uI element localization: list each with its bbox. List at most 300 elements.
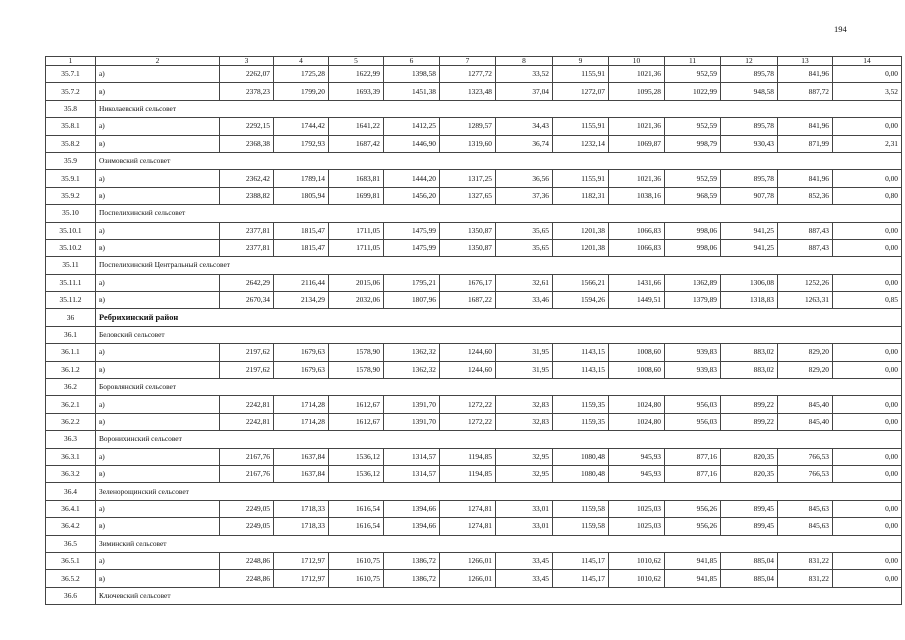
column-header: 3 bbox=[220, 57, 274, 66]
column-header: 11 bbox=[665, 57, 721, 66]
value-cell: 1025,03 bbox=[609, 518, 665, 535]
value-cell: 1718,33 bbox=[274, 500, 329, 517]
table-row bbox=[46, 396, 902, 413]
value-cell: 1021,36 bbox=[609, 118, 665, 135]
district-row bbox=[46, 309, 902, 326]
value-cell: 1475,99 bbox=[384, 239, 440, 256]
row-code: 36.5 bbox=[46, 535, 96, 552]
column-header: 1 bbox=[46, 57, 96, 66]
value-cell: 841,96 bbox=[778, 170, 833, 187]
value-cell: 1398,58 bbox=[384, 66, 440, 83]
value-cell: 1272,07 bbox=[553, 83, 609, 100]
value-cell: 1612,67 bbox=[329, 413, 384, 430]
value-cell: 2249,05 bbox=[220, 500, 274, 517]
section-row bbox=[46, 379, 902, 396]
value-cell: 1712,97 bbox=[274, 552, 329, 569]
value-cell: 2032,06 bbox=[329, 292, 384, 309]
row-variant: а) bbox=[96, 222, 220, 239]
value-cell: 1182,31 bbox=[553, 187, 609, 204]
row-variant: в) bbox=[96, 187, 220, 204]
column-header: 2 bbox=[96, 57, 220, 66]
section-row bbox=[46, 152, 902, 169]
value-cell: 1394,66 bbox=[384, 500, 440, 517]
value-cell: 939,83 bbox=[665, 361, 721, 378]
value-cell: 2248,86 bbox=[220, 552, 274, 569]
row-variant: в) bbox=[96, 83, 220, 100]
row-code: 36.1.1 bbox=[46, 344, 96, 361]
value-cell: 1805,94 bbox=[274, 187, 329, 204]
row-code: 36.4 bbox=[46, 483, 96, 500]
value-cell: 32,95 bbox=[496, 465, 553, 482]
value-cell: 1080,48 bbox=[553, 448, 609, 465]
table-row bbox=[46, 292, 902, 309]
section-name: Воронихинский сельсовет bbox=[96, 431, 902, 448]
value-cell: 1069,87 bbox=[609, 135, 665, 152]
table-row bbox=[46, 448, 902, 465]
table-row bbox=[46, 518, 902, 535]
value-cell: 1350,87 bbox=[440, 239, 496, 256]
value-cell: 1155,91 bbox=[553, 170, 609, 187]
value-cell: 887,72 bbox=[778, 83, 833, 100]
value-cell: 877,16 bbox=[665, 448, 721, 465]
value-cell: 0,00 bbox=[833, 344, 902, 361]
value-cell: 33,01 bbox=[496, 518, 553, 535]
value-cell: 1143,15 bbox=[553, 361, 609, 378]
section-name: Зеленорощинский сельсовет bbox=[96, 483, 902, 500]
value-cell: 1201,38 bbox=[553, 239, 609, 256]
value-cell: 887,43 bbox=[778, 239, 833, 256]
column-header: 5 bbox=[329, 57, 384, 66]
section-row bbox=[46, 205, 902, 222]
row-code: 36.5.1 bbox=[46, 552, 96, 569]
value-cell: 895,78 bbox=[721, 170, 778, 187]
value-cell: 1391,70 bbox=[384, 413, 440, 430]
district-name: Ребрихинский район bbox=[96, 309, 902, 326]
value-cell: 1446,90 bbox=[384, 135, 440, 152]
value-cell: 1718,33 bbox=[274, 518, 329, 535]
value-cell: 1252,26 bbox=[778, 274, 833, 291]
value-cell: 1143,15 bbox=[553, 344, 609, 361]
value-cell: 1637,84 bbox=[274, 465, 329, 482]
table-row bbox=[46, 361, 902, 378]
value-cell: 907,78 bbox=[721, 187, 778, 204]
section-name: Боровлянский сельсовет bbox=[96, 379, 902, 396]
value-cell: 2242,81 bbox=[220, 396, 274, 413]
section-row bbox=[46, 535, 902, 552]
value-cell: 1314,57 bbox=[384, 465, 440, 482]
table-row bbox=[46, 222, 902, 239]
table-row bbox=[46, 274, 902, 291]
value-cell: 1038,16 bbox=[609, 187, 665, 204]
value-cell: 1714,28 bbox=[274, 396, 329, 413]
value-cell: 941,85 bbox=[665, 570, 721, 587]
value-cell: 956,26 bbox=[665, 518, 721, 535]
value-cell: 1789,14 bbox=[274, 170, 329, 187]
row-code: 35.8 bbox=[46, 100, 96, 117]
value-cell: 1449,51 bbox=[609, 292, 665, 309]
section-name: Николаевский сельсовет bbox=[96, 100, 902, 117]
value-cell: 1807,96 bbox=[384, 292, 440, 309]
value-cell: 1699,81 bbox=[329, 187, 384, 204]
value-cell: 2670,34 bbox=[220, 292, 274, 309]
row-variant: а) bbox=[96, 448, 220, 465]
section-row bbox=[46, 431, 902, 448]
value-cell: 1350,87 bbox=[440, 222, 496, 239]
row-code: 35.10.2 bbox=[46, 239, 96, 256]
value-cell: 883,02 bbox=[721, 344, 778, 361]
row-code: 36.2 bbox=[46, 379, 96, 396]
value-cell: 820,35 bbox=[721, 448, 778, 465]
value-cell: 2134,29 bbox=[274, 292, 329, 309]
value-cell: 899,45 bbox=[721, 500, 778, 517]
value-cell: 1578,90 bbox=[329, 361, 384, 378]
row-code: 35.8.1 bbox=[46, 118, 96, 135]
value-cell: 2116,44 bbox=[274, 274, 329, 291]
row-variant: а) bbox=[96, 552, 220, 569]
value-cell: 35,65 bbox=[496, 222, 553, 239]
value-cell: 895,78 bbox=[721, 66, 778, 83]
value-cell: 952,59 bbox=[665, 66, 721, 83]
value-cell: 1145,17 bbox=[553, 552, 609, 569]
value-cell: 1412,25 bbox=[384, 118, 440, 135]
section-row bbox=[46, 326, 902, 343]
value-cell: 841,96 bbox=[778, 66, 833, 83]
value-cell: 895,78 bbox=[721, 118, 778, 135]
value-cell: 1679,63 bbox=[274, 344, 329, 361]
value-cell: 0,00 bbox=[833, 552, 902, 569]
row-code: 36.4.2 bbox=[46, 518, 96, 535]
section-row bbox=[46, 257, 902, 274]
table-row bbox=[46, 465, 902, 482]
value-cell: 941,25 bbox=[721, 222, 778, 239]
value-cell: 939,83 bbox=[665, 344, 721, 361]
value-cell: 871,99 bbox=[778, 135, 833, 152]
value-cell: 0,00 bbox=[833, 396, 902, 413]
value-cell: 1008,60 bbox=[609, 344, 665, 361]
page-number: 194 bbox=[834, 24, 847, 34]
table-row bbox=[46, 344, 902, 361]
value-cell: 2642,29 bbox=[220, 274, 274, 291]
row-code: 35.10 bbox=[46, 205, 96, 222]
table-row bbox=[46, 66, 902, 83]
table-row bbox=[46, 552, 902, 569]
value-cell: 0,00 bbox=[833, 448, 902, 465]
value-cell: 2388,82 bbox=[220, 187, 274, 204]
value-cell: 36,56 bbox=[496, 170, 553, 187]
value-cell: 1266,01 bbox=[440, 570, 496, 587]
value-cell: 1319,60 bbox=[440, 135, 496, 152]
value-cell: 1676,17 bbox=[440, 274, 496, 291]
value-cell: 945,93 bbox=[609, 448, 665, 465]
value-cell: 1475,99 bbox=[384, 222, 440, 239]
value-cell: 1155,91 bbox=[553, 66, 609, 83]
value-cell: 1687,22 bbox=[440, 292, 496, 309]
value-cell: 2378,23 bbox=[220, 83, 274, 100]
value-cell: 32,61 bbox=[496, 274, 553, 291]
value-cell: 1155,91 bbox=[553, 118, 609, 135]
value-cell: 1616,54 bbox=[329, 500, 384, 517]
value-cell: 852,36 bbox=[778, 187, 833, 204]
section-name: Беловский сельсовет bbox=[96, 326, 902, 343]
value-cell: 899,22 bbox=[721, 413, 778, 430]
value-cell: 968,59 bbox=[665, 187, 721, 204]
value-cell: 831,22 bbox=[778, 570, 833, 587]
value-cell: 35,65 bbox=[496, 239, 553, 256]
column-numbers-row bbox=[46, 57, 902, 66]
value-cell: 1317,25 bbox=[440, 170, 496, 187]
value-cell: 998,06 bbox=[665, 239, 721, 256]
value-cell: 2197,62 bbox=[220, 344, 274, 361]
value-cell: 1637,84 bbox=[274, 448, 329, 465]
value-cell: 1815,47 bbox=[274, 239, 329, 256]
row-variant: в) bbox=[96, 465, 220, 482]
value-cell: 877,16 bbox=[665, 465, 721, 482]
value-cell: 1536,12 bbox=[329, 448, 384, 465]
value-cell: 1815,47 bbox=[274, 222, 329, 239]
value-cell: 1021,36 bbox=[609, 170, 665, 187]
value-cell: 1641,22 bbox=[329, 118, 384, 135]
value-cell: 1712,97 bbox=[274, 570, 329, 587]
row-code: 35.11.2 bbox=[46, 292, 96, 309]
row-code: 36.1.2 bbox=[46, 361, 96, 378]
row-variant: в) bbox=[96, 518, 220, 535]
value-cell: 1080,48 bbox=[553, 465, 609, 482]
value-cell: 829,20 bbox=[778, 344, 833, 361]
value-cell: 1711,05 bbox=[329, 222, 384, 239]
value-cell: 1362,32 bbox=[384, 361, 440, 378]
value-cell: 885,04 bbox=[721, 552, 778, 569]
column-header: 6 bbox=[384, 57, 440, 66]
table-body bbox=[46, 57, 902, 605]
value-cell: 1194,85 bbox=[440, 465, 496, 482]
value-cell: 1323,48 bbox=[440, 83, 496, 100]
row-code: 35.7.1 bbox=[46, 66, 96, 83]
value-cell: 956,03 bbox=[665, 413, 721, 430]
value-cell: 1066,83 bbox=[609, 239, 665, 256]
value-cell: 1266,01 bbox=[440, 552, 496, 569]
value-cell: 1274,81 bbox=[440, 518, 496, 535]
tariff-table bbox=[45, 56, 902, 605]
table-row bbox=[46, 500, 902, 517]
table-row bbox=[46, 83, 902, 100]
value-cell: 1024,80 bbox=[609, 413, 665, 430]
value-cell: 1391,70 bbox=[384, 396, 440, 413]
value-cell: 1272,22 bbox=[440, 396, 496, 413]
value-cell: 2197,62 bbox=[220, 361, 274, 378]
row-code: 35.8.2 bbox=[46, 135, 96, 152]
section-name: Зиминский сельсовет bbox=[96, 535, 902, 552]
row-variant: а) bbox=[96, 170, 220, 187]
value-cell: 845,40 bbox=[778, 396, 833, 413]
value-cell: 2368,38 bbox=[220, 135, 274, 152]
value-cell: 0,00 bbox=[833, 413, 902, 430]
value-cell: 766,53 bbox=[778, 448, 833, 465]
value-cell: 34,43 bbox=[496, 118, 553, 135]
value-cell: 1010,62 bbox=[609, 552, 665, 569]
value-cell: 1159,58 bbox=[553, 518, 609, 535]
column-header: 7 bbox=[440, 57, 496, 66]
value-cell: 0,00 bbox=[833, 500, 902, 517]
row-variant: в) bbox=[96, 239, 220, 256]
value-cell: 1244,60 bbox=[440, 361, 496, 378]
value-cell: 2167,76 bbox=[220, 465, 274, 482]
value-cell: 0,00 bbox=[833, 465, 902, 482]
value-cell: 1159,35 bbox=[553, 413, 609, 430]
section-name: Озимовский сельсовет bbox=[96, 152, 902, 169]
value-cell: 1201,38 bbox=[553, 222, 609, 239]
value-cell: 1008,60 bbox=[609, 361, 665, 378]
value-cell: 1362,32 bbox=[384, 344, 440, 361]
row-code: 36.3.1 bbox=[46, 448, 96, 465]
value-cell: 1594,26 bbox=[553, 292, 609, 309]
value-cell: 1578,90 bbox=[329, 344, 384, 361]
value-cell: 1010,62 bbox=[609, 570, 665, 587]
value-cell: 899,22 bbox=[721, 396, 778, 413]
value-cell: 2262,07 bbox=[220, 66, 274, 83]
table-row bbox=[46, 187, 902, 204]
value-cell: 930,43 bbox=[721, 135, 778, 152]
row-code: 35.10.1 bbox=[46, 222, 96, 239]
row-code: 36.5.2 bbox=[46, 570, 96, 587]
value-cell: 1021,36 bbox=[609, 66, 665, 83]
value-cell: 2167,76 bbox=[220, 448, 274, 465]
table-row bbox=[46, 170, 902, 187]
value-cell: 0,00 bbox=[833, 361, 902, 378]
row-variant: в) bbox=[96, 413, 220, 430]
value-cell: 829,20 bbox=[778, 361, 833, 378]
value-cell: 941,25 bbox=[721, 239, 778, 256]
value-cell: 1693,39 bbox=[329, 83, 384, 100]
value-cell: 1536,12 bbox=[329, 465, 384, 482]
table-row bbox=[46, 135, 902, 152]
value-cell: 887,43 bbox=[778, 222, 833, 239]
row-code: 36.2.2 bbox=[46, 413, 96, 430]
value-cell: 1306,08 bbox=[721, 274, 778, 291]
value-cell: 0,80 bbox=[833, 187, 902, 204]
value-cell: 33,46 bbox=[496, 292, 553, 309]
value-cell: 1444,20 bbox=[384, 170, 440, 187]
table-row bbox=[46, 570, 902, 587]
table-row bbox=[46, 118, 902, 135]
value-cell: 33,45 bbox=[496, 570, 553, 587]
row-variant: а) bbox=[96, 500, 220, 517]
value-cell: 831,22 bbox=[778, 552, 833, 569]
row-variant: а) bbox=[96, 66, 220, 83]
value-cell: 948,58 bbox=[721, 83, 778, 100]
value-cell: 1314,57 bbox=[384, 448, 440, 465]
table-row bbox=[46, 413, 902, 430]
row-variant: а) bbox=[96, 118, 220, 135]
value-cell: 31,95 bbox=[496, 361, 553, 378]
value-cell: 1145,17 bbox=[553, 570, 609, 587]
value-cell: 883,02 bbox=[721, 361, 778, 378]
row-code: 35.9.1 bbox=[46, 170, 96, 187]
value-cell: 945,93 bbox=[609, 465, 665, 482]
value-cell: 1386,72 bbox=[384, 570, 440, 587]
row-code: 35.9.2 bbox=[46, 187, 96, 204]
value-cell: 1244,60 bbox=[440, 344, 496, 361]
table-row bbox=[46, 239, 902, 256]
value-cell: 1679,63 bbox=[274, 361, 329, 378]
value-cell: 952,59 bbox=[665, 170, 721, 187]
value-cell: 1394,66 bbox=[384, 518, 440, 535]
value-cell: 956,03 bbox=[665, 396, 721, 413]
section-name: Поспелихинский сельсовет bbox=[96, 205, 902, 222]
row-variant: в) bbox=[96, 361, 220, 378]
row-variant: а) bbox=[96, 274, 220, 291]
value-cell: 1159,58 bbox=[553, 500, 609, 517]
section-name: Поспелихинский Центральный сельсовет bbox=[96, 257, 902, 274]
row-variant: а) bbox=[96, 344, 220, 361]
value-cell: 2248,86 bbox=[220, 570, 274, 587]
value-cell: 1799,20 bbox=[274, 83, 329, 100]
column-header: 12 bbox=[721, 57, 778, 66]
row-variant: а) bbox=[96, 396, 220, 413]
value-cell: 1024,80 bbox=[609, 396, 665, 413]
row-code: 36.6 bbox=[46, 587, 96, 604]
value-cell: 1194,85 bbox=[440, 448, 496, 465]
value-cell: 0,00 bbox=[833, 274, 902, 291]
column-header: 13 bbox=[778, 57, 833, 66]
value-cell: 2292,15 bbox=[220, 118, 274, 135]
value-cell: 1289,57 bbox=[440, 118, 496, 135]
value-cell: 1792,93 bbox=[274, 135, 329, 152]
value-cell: 32,83 bbox=[496, 396, 553, 413]
value-cell: 0,00 bbox=[833, 118, 902, 135]
section-row bbox=[46, 587, 902, 604]
value-cell: 1327,65 bbox=[440, 187, 496, 204]
row-code: 35.9 bbox=[46, 152, 96, 169]
row-code: 35.11 bbox=[46, 257, 96, 274]
value-cell: 1566,21 bbox=[553, 274, 609, 291]
value-cell: 1610,75 bbox=[329, 552, 384, 569]
value-cell: 1612,67 bbox=[329, 396, 384, 413]
value-cell: 2242,81 bbox=[220, 413, 274, 430]
value-cell: 1386,72 bbox=[384, 552, 440, 569]
value-cell: 841,96 bbox=[778, 118, 833, 135]
value-cell: 845,40 bbox=[778, 413, 833, 430]
value-cell: 0,85 bbox=[833, 292, 902, 309]
value-cell: 1379,89 bbox=[665, 292, 721, 309]
row-code: 36.1 bbox=[46, 326, 96, 343]
value-cell: 31,95 bbox=[496, 344, 553, 361]
value-cell: 0,00 bbox=[833, 222, 902, 239]
value-cell: 33,52 bbox=[496, 66, 553, 83]
column-header: 9 bbox=[553, 57, 609, 66]
value-cell: 32,95 bbox=[496, 448, 553, 465]
value-cell: 766,53 bbox=[778, 465, 833, 482]
value-cell: 899,45 bbox=[721, 518, 778, 535]
value-cell: 2015,06 bbox=[329, 274, 384, 291]
value-cell: 1066,83 bbox=[609, 222, 665, 239]
value-cell: 1610,75 bbox=[329, 570, 384, 587]
value-cell: 1022,99 bbox=[665, 83, 721, 100]
value-cell: 2377,81 bbox=[220, 239, 274, 256]
value-cell: 845,63 bbox=[778, 500, 833, 517]
value-cell: 0,00 bbox=[833, 66, 902, 83]
value-cell: 37,04 bbox=[496, 83, 553, 100]
value-cell: 1725,28 bbox=[274, 66, 329, 83]
value-cell: 1683,81 bbox=[329, 170, 384, 187]
value-cell: 32,83 bbox=[496, 413, 553, 430]
value-cell: 37,36 bbox=[496, 187, 553, 204]
value-cell: 2249,05 bbox=[220, 518, 274, 535]
value-cell: 1025,03 bbox=[609, 500, 665, 517]
row-code: 36.3.2 bbox=[46, 465, 96, 482]
section-row bbox=[46, 483, 902, 500]
value-cell: 36,74 bbox=[496, 135, 553, 152]
value-cell: 885,04 bbox=[721, 570, 778, 587]
